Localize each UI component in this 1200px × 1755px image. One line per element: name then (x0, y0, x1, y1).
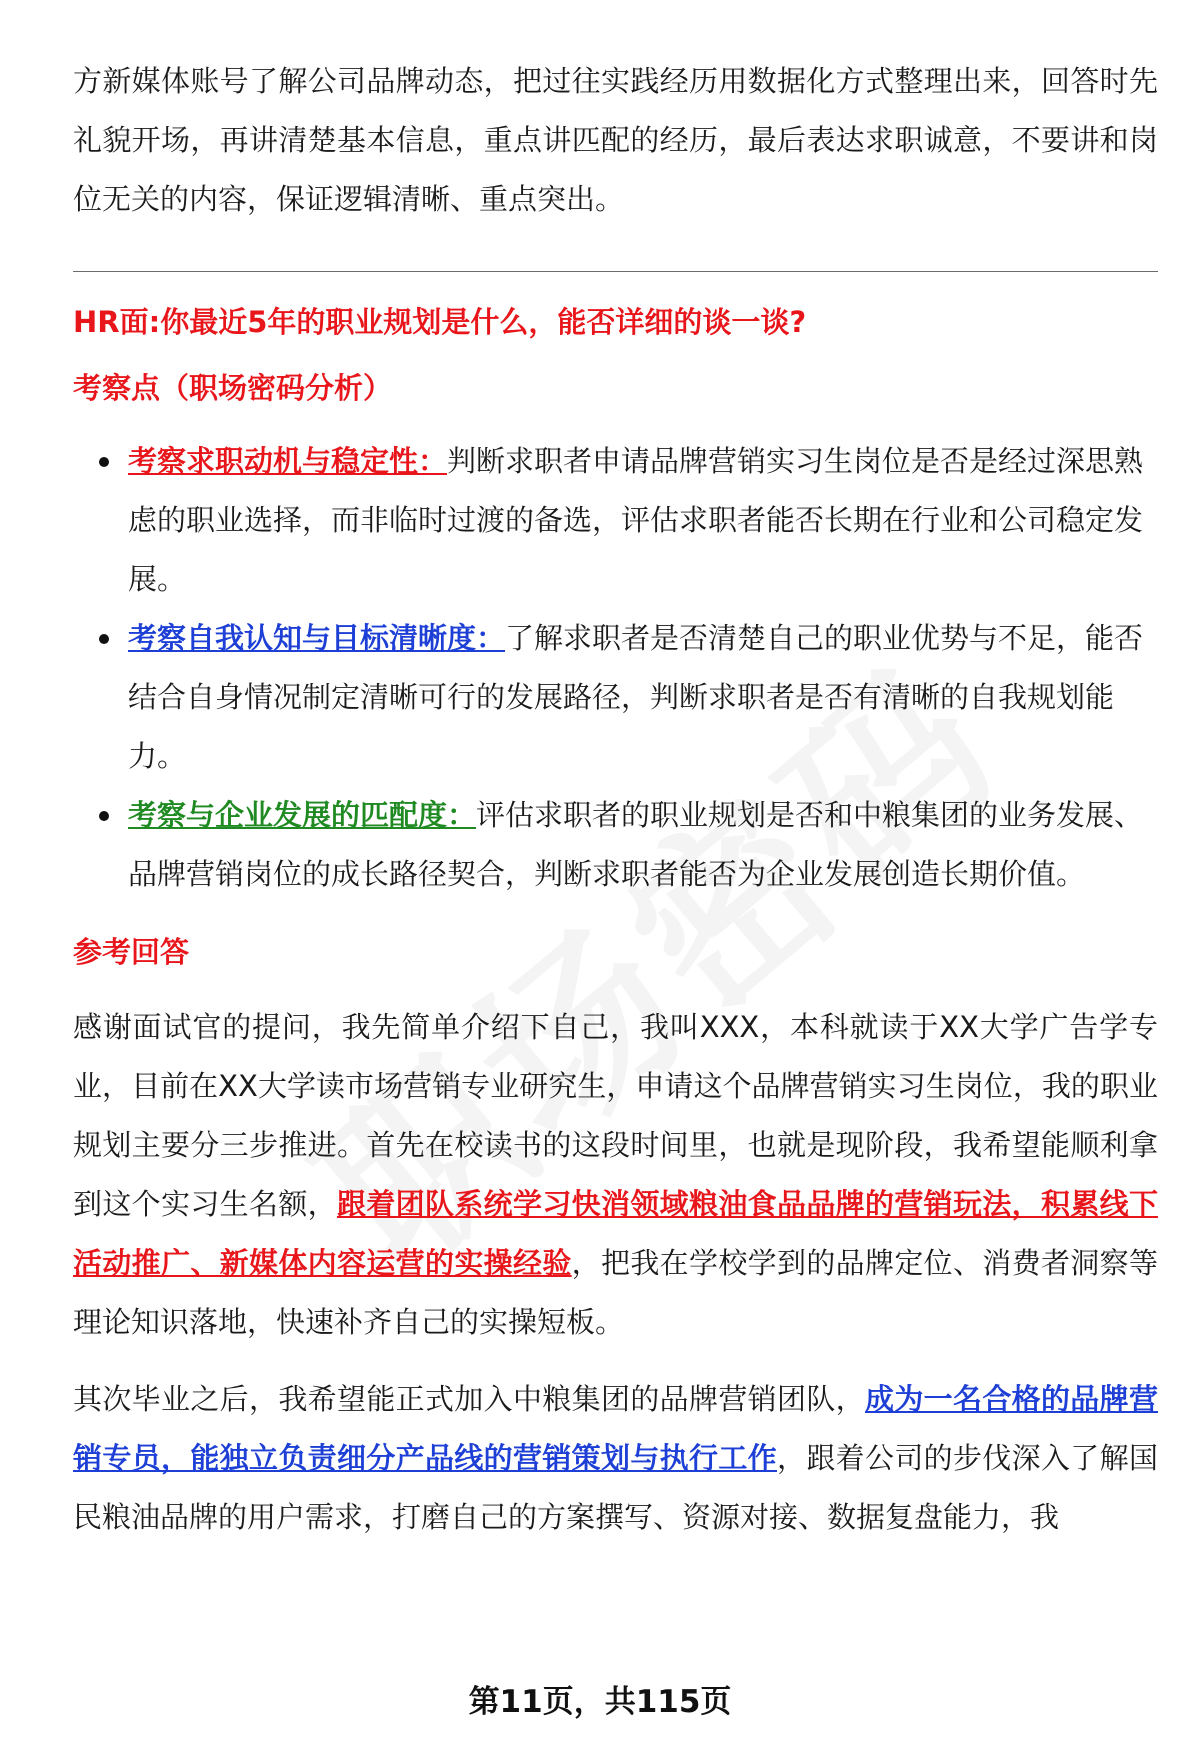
bullet-icon (99, 457, 109, 467)
page-number: 第11页，共115页 (468, 1684, 732, 1720)
section-divider (73, 271, 1158, 272)
analysis-heading: 考察点（职场密码分析） (73, 371, 393, 405)
bullet-icon (99, 811, 109, 821)
answer-highlight: 成为一名合格的品牌营销专员，能独立负责细分产品线的营销策划与执行工作 (73, 1382, 1158, 1475)
answer-paragraph (73, 1370, 1158, 1547)
analysis-points-list (73, 432, 1158, 904)
list-item (128, 786, 1158, 904)
answer-heading: 参考回答 (73, 935, 190, 969)
point-text: 判断求职者申请品牌营销实习生岗位是否是经过深思熟虑的职业选择，而非临时过渡的备选，评估求职者能否长期在行业和公司稳定发展。 (128, 444, 1144, 596)
point-text: 评估求职者的职业规划是否和中粮集团的业务发展、品牌营销岗位的成长路径契合，判断求职者能否为企业发展创造长期价值。 (128, 798, 1144, 891)
answer-text: ，把我在学校学到的品牌定位、消费者洞察等理论知识落地，快速补齐自己的实操短板。 (73, 1246, 1158, 1339)
point-label: 考察与企业发展的匹配度： (128, 798, 477, 832)
answer-text: 其次毕业之后，我希望能正式加入中粮集团的品牌营销团队， (73, 1382, 865, 1416)
list-item (128, 432, 1158, 609)
bullet-icon (99, 634, 109, 644)
answer-text: ，跟着公司的步伐深入了解国民粮油品牌的用户需求，打磨自己的方案撰写、资源对接、数据复盘能力，我 (73, 1441, 1158, 1534)
point-label: 考察自我认知与目标清晰度： (128, 621, 506, 655)
answer-paragraph (73, 998, 1158, 1352)
point-text: 了解求职者是否清楚自己的职业优势与不足，能否结合自身情况制定清晰可行的发展路径，判断求职者是否有清晰的自我规划能力。 (128, 621, 1144, 773)
list-item (128, 609, 1158, 786)
answer-text: 感谢面试官的提问，我先简单介绍下自己，我叫XXX，本科就读于XX大学广告学专业，目前在XX大学读市场营销专业研究生，申请这个品牌营销实习生岗位，我的职业规划主要分三步推进。首先在校读书的这段时间里，也就是现阶段，我希望能顺利拿到这个实习生名额， (73, 1010, 1158, 1221)
answer-highlight: 跟着团队系统学习快消领域粮油食品品牌的营销玩法，积累线下活动推广、新媒体内容运营的实操经验 (73, 1187, 1158, 1280)
question-heading: HR面:你最近5年的职业规划是什么，能否详细的谈一谈? (73, 305, 807, 339)
intro-paragraph: 方新媒体账号了解公司品牌动态，把过往实践经历用数据化方式整理出来，回答时先礼貌开场，再讲清楚基本信息，重点讲匹配的经历，最后表达求职诚意，不要讲和岗位无关的内容，保证逻辑清晰、重点突出。 (73, 64, 1158, 216)
point-label: 考察求职动机与稳定性： (128, 444, 448, 478)
document-page (73, 52, 1158, 1547)
